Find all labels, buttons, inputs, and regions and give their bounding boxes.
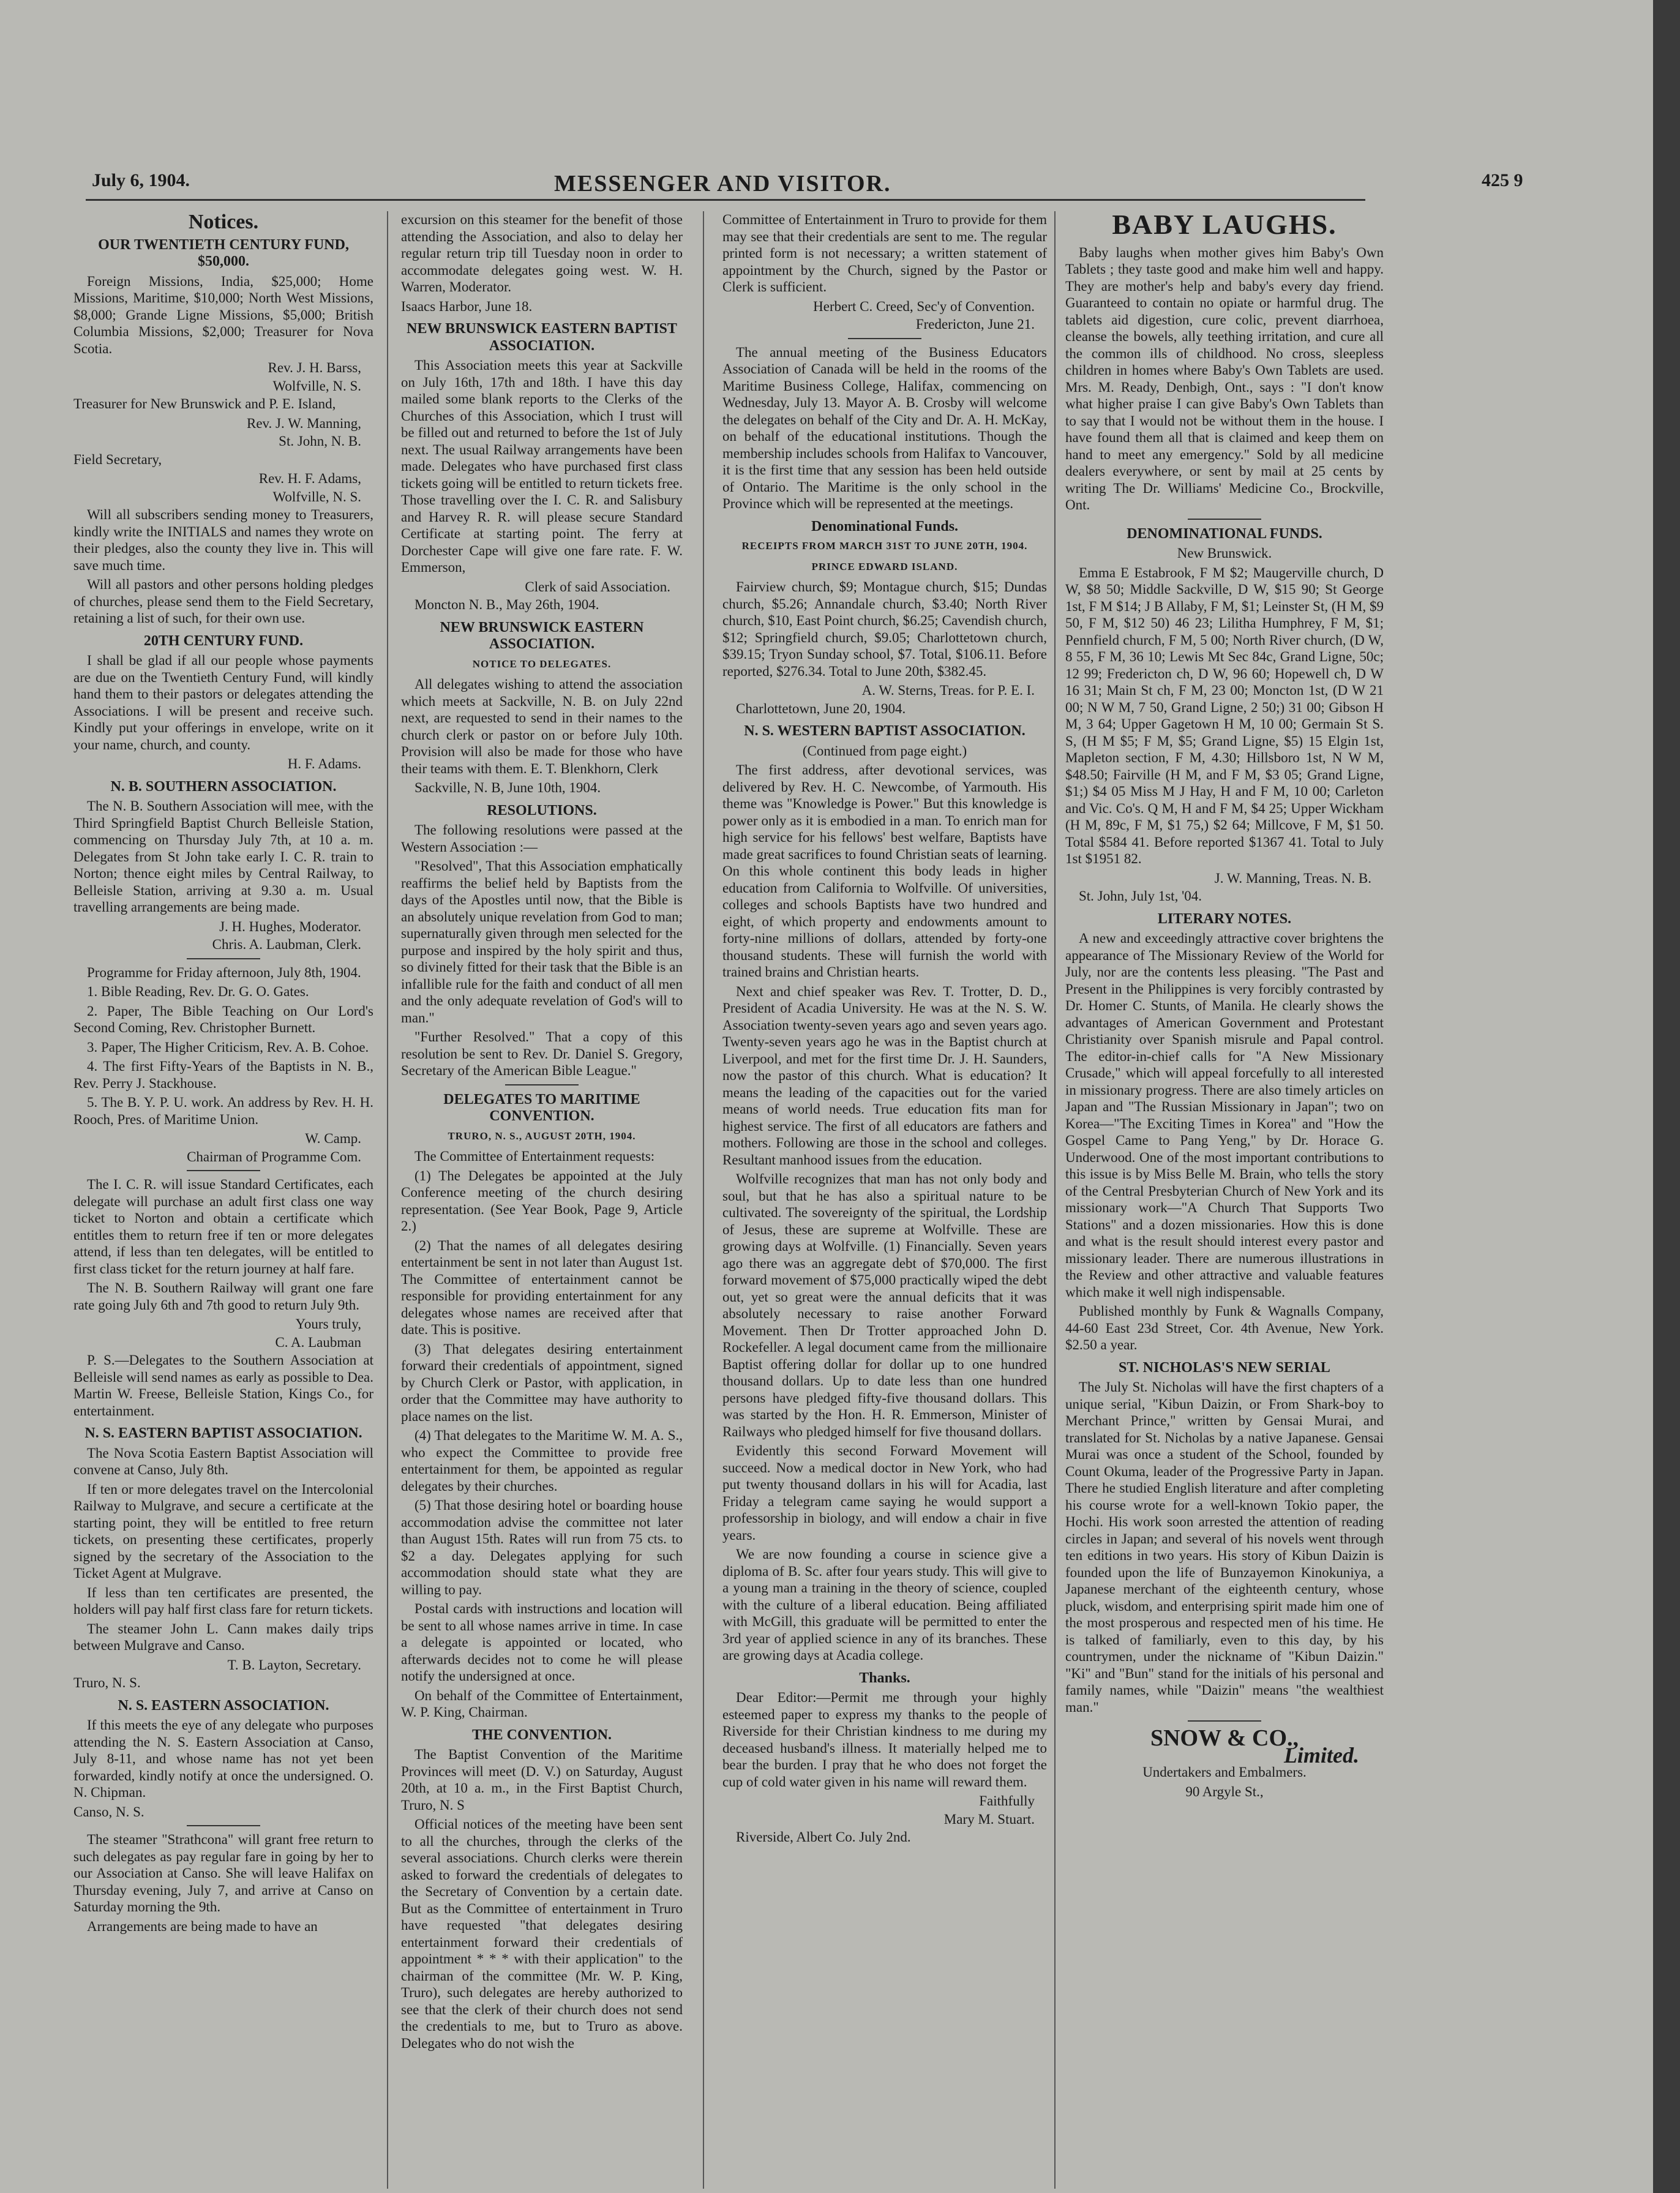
programme-item: 1. Bible Reading, Rev. Dr. G. O. Gates. bbox=[87, 984, 309, 999]
signature: Chris. A. Laubman, Clerk. bbox=[212, 937, 361, 952]
divider bbox=[505, 1084, 579, 1085]
treasurer-label: Treasurer for New Brunswick and P. E. Island, bbox=[73, 396, 336, 411]
column-divider bbox=[1054, 211, 1056, 2189]
paragraph: Arrangements are being made to have an bbox=[87, 1918, 318, 1934]
paragraph: Published monthly by Funk & Wagnalls Company, 44-60 East 23d Street, Cor. 4th Avenue, New York. $2.50 a year. bbox=[1065, 1303, 1384, 1352]
section-heading: LITERARY NOTES. bbox=[1157, 910, 1292, 927]
paragraph: Fairview church, $9; Montague church, $15; Dundas church, $5.26; Annandale church, $3.40; North River church, $10, East Point church, $6.25; Cavendish church, $12; Springfield church, $9.05; Charlottetown church, $39.15; Tryon Sunday school, $7. Total, $106.11. Before reported, $276.34. Total to June 20th, $382.45. bbox=[722, 579, 1047, 679]
column-divider bbox=[387, 211, 388, 2189]
divider bbox=[848, 338, 921, 339]
paragraph: P. S.—Delegates to the Southern Association at Belleisle will send names as early as possible to Dea. Martin W. Freese, Belleisle Station, Kings Co., for entertainment. bbox=[73, 1352, 373, 1419]
place-line: Truro, N. S. bbox=[73, 1675, 141, 1690]
signature: J. H. Hughes, Moderator. bbox=[219, 918, 361, 934]
paragraph: We are now founding a course in science give a diploma of B. Sc. after four years study. This will give to a young man a training in the theory of science, coupled with the culture of a liberal education. Being affiliated with McGill, this graduate will be permitted to enter the 3rd year of applied science in any of its branches. These are growing days at Acadia college. bbox=[722, 1546, 1047, 1663]
masthead: MESSENGER AND VISITOR. bbox=[554, 171, 891, 197]
signature: J. W. Manning, Treas. N. B. bbox=[1214, 870, 1371, 886]
signature: Mary M. Stuart. bbox=[943, 1811, 1035, 1827]
paragraph: The N. B. Southern Association will mee, with the Third Springfield Baptist Church Belleisle Station, commencing on Thursday July 7th, at 10 a. m. Delegates from St John take early I. C. R. train to Norton; thence eight miles by Central Railway, to Belleisle Station, arriving at 9.30 a. m. Usual travelling arrangements are being made. bbox=[73, 798, 373, 915]
place-line: Riverside, Albert Co. July 2nd. bbox=[736, 1829, 911, 1845]
paragraph: (2) That the names of all delegates desiring entertainment be sent in not later than August 1st. The Committee of entertainment cannot be responsible for providing entertainment for any delegates whose names are received after that date. This is positive. bbox=[401, 1237, 683, 1337]
sub-heading: PRINCE EDWARD ISLAND. bbox=[811, 560, 958, 572]
column-1 bbox=[73, 211, 373, 2189]
section-heading: NEW BRUNSWICK EASTERN ASSOCIATION. bbox=[440, 619, 644, 652]
advert-line: 90 Argyle St., bbox=[1185, 1783, 1264, 1799]
paragraph: (5) That those desiring hotel or boarding house accommodation advise the committee not later than August 15th. Rates will run from 75 cts. to $2 a day. Delegates applying for such accommodation should state what they are willing to pay. bbox=[401, 1498, 683, 1597]
paragraph: Committee of Entertainment in Truro to provide for them may see that their credentials are sent to me. The regular printed form is not necessary; a written statement of appointment by the Church, signed by the Pastor or Clerk is sufficient. bbox=[722, 212, 1047, 294]
place-line: Charlottetown, June 20, 1904. bbox=[736, 700, 906, 716]
paragraph: This Association meets this year at Sackville on July 16th, 17th and 18th. I have this day mailed some blank reports to the Clerks of the Churches of this Association, which I trust will be filled out and returned to before the 1st of July next. The usual Railway arrangements have been made. Delegates who have purchased first class tickets going will be entitled to return tickets free. Those travelling over the I. C. R. and Salisbury and Harvey R. R. will please secure Standard Certificate at starting point. The ferry at Dorchester Cape will give one fare rate. F. W. Emmerson, bbox=[401, 358, 683, 575]
section-heading: N. B. SOUTHERN ASSOCIATION. bbox=[110, 778, 337, 795]
paragraph: The Committee of Entertainment requests: bbox=[414, 1149, 655, 1164]
paragraph: If this meets the eye of any delegate who purposes attending the N. S. Eastern Association at Canso, July 8-11, and whose name has not yet been forwarded, kindly notify at once the undersigned. O. N. Chipman. bbox=[73, 1717, 373, 1800]
signature: Fredericton, June 21. bbox=[915, 317, 1035, 332]
paragraph: The annual meeting of the Business Educators Association of Canada will be held in the rooms of the Maritime Business College, Halifax, commencing on Wednesday, July 13. Mayor A. B. Crosby will welcome the delegates on behalf of the City and Dr. A. H. McKay, on behalf of the educational institutions. Though the membership includes schools from Halifax to Vancouver, it is the first time that any session has been held outside of Ontario. The Maritime is the only school in the Province which will be represented at the meetings. bbox=[722, 344, 1047, 511]
paragraph: "Resolved", That this Association emphatically reaffirms the belief held by Baptists from the days of the Apostles until now, that the Bible is an absolutely unique revelation from God to man; supernaturally given through men selected for the purpose and inspired by the holy spirit and thus, so divinely fitted for their task that the Bible is an infallible rule for the faith and conduct of all men and the only adequate revelation of God's will to man." bbox=[401, 858, 683, 1025]
section-heading: ST. NICHOLAS'S NEW SERIAL bbox=[1119, 1359, 1330, 1376]
programme-item: 5. The B. Y. P. U. work. An address by Rev. H. H. Rooch, Pres. of Maritime Union. bbox=[73, 1095, 373, 1127]
paragraph: Dear Editor:—Permit me through your highly esteemed paper to express my thanks to the people of Riverside for their Christian kindness to me during my deceased husband's illness. It materially helped me to bear the burden. I pray that he who does not forget the cup of cold water given in his name will reward them. bbox=[722, 1690, 1047, 1790]
section-heading: Thanks. bbox=[859, 1670, 910, 1686]
advert-heading: BABY LAUGHS. bbox=[1112, 211, 1337, 240]
signature: Wolfville, N. S. bbox=[272, 378, 361, 394]
scan-edge bbox=[1653, 0, 1680, 2193]
signature: Wolfville, N. S. bbox=[272, 489, 361, 504]
paragraph: If ten or more delegates travel on the Intercolonial Railway to Mulgrave, and secure a certificate at the starting point, they will be entitled to free return tickets, on presenting these certificates, properly signed by the secretary of the Association to the Ticket Agent at Mulgrave. bbox=[73, 1481, 373, 1581]
section-heading: Denominational Funds. bbox=[811, 518, 959, 534]
column-3 bbox=[722, 211, 1047, 2189]
signature: C. A. Laubman bbox=[275, 1334, 361, 1350]
paragraph: Emma E Estabrook, F M $2; Maugerville church, D W, $8 50; Middle Sackville, D W, $15 90; St George 1st, F M $14; J B Allaby, F M, $1; Leinster St, (H M, $9 50, F M, $12 50) 46 23; Lilitha Humphrey, F M, $1; Pennfield church, F M, 5 00; North River church, (D W, 8 55, F M, 36 10; Lewis Mt Sec 84c, Grand Ligne, 50c; 12 99; Fredericton ch, D W, 96 60; Hopewell ch, D W 16 31; Main St ch, F M, 23 00; Moncton 1st, (D W 21 00; N W M, 7 50, Grand Ligne, 2 50;) 31 00; Gibson H M, 3 64; Upper Gagetown H M, 10 00; Germain St S. S, (H M $5; F M, $5; Grand Ligne, $5) 15 Elgin 1st, Mapleton section, F M, 4.30; Hillsboro 1st, N W M, $48.50; Fairville (H M, and F M, $3 05; Grand Ligne, $1;) $4 05 Miss M J Hay, H and F M, 10 00; Carleton and Vic. Co's. Q M, H and F M, $4 25; Upper Wickham (H M, 89c, F M, $1 75,) $2 64; Millcove, F M, $1 50. Total $584 41. Before reported $1367 41. Total to July 1st $1951 82. bbox=[1065, 564, 1384, 866]
fund-heading: OUR TWENTIETH CENTURY FUND, $50,000. bbox=[98, 236, 349, 269]
paragraph: The Nova Scotia Eastern Baptist Association will convene at Canso, July 8th. bbox=[73, 1445, 373, 1477]
section-heading: N. S. EASTERN ASSOCIATION. bbox=[118, 1697, 329, 1714]
advert-name: SNOW & CO., bbox=[1150, 1725, 1299, 1751]
signature: Rev. J. W. Manning, bbox=[247, 415, 361, 431]
section-heading: RESOLUTIONS. bbox=[487, 802, 597, 819]
divider bbox=[1188, 519, 1261, 520]
notices-title: Notices. bbox=[188, 211, 259, 233]
paragraph: A new and exceedingly attractive cover brightens the appearance of The Missionary Review of the World for July, nor are the contents less pleasing. "The Past and Present in the Philippines is very forcibly contrasted by Dr. Homer C. Stunts, of Manila. He clearly shows the advantages of American Government and Protestant Christianity over Spanish misrule and Papal control. The editor-in-chief calls for "A New Missionary Crusade," which will appeal forcefully to all interested in missionary progress. There are also timely articles on Japan and "The Russian Missionary in Japan"; two on Korea—"The Exciting Times in Korea" and "How the Gospel Came to Pang Yeng," by Dr. Horace G. Underwood. One of the most important contributions to this issue is by Miss Belle M. Brain, who tells the story of the Central Presbyterian Church of New York and its missionary work—"A Church That Supports Two Stations" and a dozen missionaries. How this is done and what is the result should interest every pastor and missionary leader. There are numerous illustrations in the Review and other attractive and valuable features which make it well nigh indispensable. bbox=[1065, 931, 1384, 1300]
paragraph: The July St. Nicholas will have the first chapters of a unique serial, "Kibun Daizin, or From Shark-boy to Merchant Prince," written by Gensai Murai, and translated for St. Nicholas by a native Japanese. Gensai Murai was once a student of the School, founded by Count Okuma, leader of the Progressive Party in Japan. There he studied English literature and after completing his course wrote for a well-known Tokio paper, the Hochi. His work soon arrested the attention of reading circles in Japan; and several of his novels went through ten editions in two years. His story of Kibun Daizin is founded upon the life of Bunzayemon Kinokuniya, a Japanese merchant of the eighteenth century, whose pluck, wisdom, and enterprising spirit made him one of the most prosperous and respected men of his time. He is talked of familiarly, even to this day, by his countrymen, under the nickname of "Kibun Daizin." "Ki" and "Bun" stand for the initials of his personal and family names, while "Daizin" means "the wealthiest man." bbox=[1065, 1379, 1384, 1715]
section-heading: 20TH CENTURY FUND. bbox=[143, 632, 304, 649]
paragraph: (3) That delegates desiring entertainment forward their credentials of appointment, signed by Church Clerk or Pastor, with application, in order that the Committee may have authority to place names on the list. bbox=[401, 1341, 683, 1424]
paragraph: All delegates wishing to attend the association which meets at Sackville, N. B. on July 22nd next, are requested to send in their names to the church clerk or pastor on or before July 10th. Provision will also be made for those who have their teams with them. E. T. Blenkhorn, Clerk bbox=[401, 677, 683, 776]
field-secretary-label: Field Secretary, bbox=[73, 451, 162, 467]
paragraph: The N. B. Southern Railway will grant one fare rate going July 6th and 7th good to return July 9th. bbox=[73, 1280, 373, 1313]
section-heading: NEW BRUNSWICK EASTERN BAPTIST ASSOCIATION. bbox=[407, 321, 677, 354]
divider bbox=[1188, 1720, 1261, 1722]
paragraph: The first address, after devotional services, was delivered by Rev. H. C. Newcombe, of Yarmouth. His theme was "Knowledge is Power." But this knowledge is power only as it is embodied in a man. To enrich man for high service for his fellows' best welfare, Baptists have made great sacrifices to found Christian seats of learning. On this whole continent this body leads in higher education from California to Wolfville. Of universities, colleges and schools Baptists have two hundred and eight, of which property and endowments amount to forty-nine millions of dollars, attended by forty-one thousand students. These will furnish the world with trained brains and Christian hearts. bbox=[722, 762, 1047, 980]
paragraph: Programme for Friday afternoon, July 8th, 1904. bbox=[87, 964, 361, 980]
signature: T. B. Layton, Secretary. bbox=[227, 1657, 361, 1673]
paragraph: Official notices of the meeting have been sent to all the churches, through the clerks of the several associations. Church clerks were therein asked to forward the credentials of delegates to the Secretary of Convention by a certain date. But as the Committee of entertainment in Truro have requested "that delegates desiring entertainment forward their credentials of appointment * * * with their application" to the chairman of the committee (Mr. W. P. King, Truro), such delegates are hereby authorized to see that the clerk of their church does not send the credentials to me, but to Truro as above. Delegates who do not wish the bbox=[401, 1816, 683, 2051]
paragraph: Will all pastors and other persons holding pledges of churches, please send them to the Field Secretary, retaining a list of such, for their own use. bbox=[73, 577, 373, 626]
sub-heading: New Brunswick. bbox=[1177, 545, 1272, 561]
advert-body: Baby laughs when mother gives him Baby's Own Tablets ; they taste good and make him well and happy. They are mother's help and baby's every day friend. Guaranteed to contain no opiate or harmful drug. The tablets aid digestion, cure colic, prevent diarrhoea, cleanse the bowels, ally teething irritation, and cure all the common ills of childhood. No cross, sleepless children in homes where Baby's Own Tablets are used. Mrs. M. Ready, Denbigh, Ont., says : "I don't know what higher praise I can give Baby's Own Tablets than to say that I would not be without them in the house. I have found them all that is claimed and keep them on hand to meet any emergency." Sold by all medicine dealers everywhere, or sent by mail at 25 cents by writing The Dr. Williams' Medicine Co., Brockville, Ont. bbox=[1065, 244, 1384, 512]
section-heading: DENOMINATIONAL FUNDS. bbox=[1127, 525, 1322, 542]
section-heading: DELEGATES TO MARITIME CONVENTION. bbox=[443, 1091, 640, 1124]
issue-date: July 6, 1904. bbox=[92, 170, 190, 190]
page-number: 425 9 bbox=[1482, 170, 1523, 190]
signature: Clerk of said Association. bbox=[525, 579, 670, 594]
divider bbox=[187, 958, 260, 959]
programme-item: 2. Paper, The Bible Teaching on Our Lord's Second Coming, Rev. Christopher Burnett. bbox=[73, 1003, 373, 1035]
paragraph: Evidently this second Forward Movement will succeed. Now a medical doctor in New York, who had put twenty thousand dollars in his will for Acadia, last Friday a telegram came saying he would support a professorship in biology, and will endow a chair in five years. bbox=[722, 1443, 1047, 1543]
sub-heading: NOTICE TO DELEGATES. bbox=[472, 658, 612, 670]
continued-note: (Continued from page eight.) bbox=[802, 743, 967, 759]
sub-heading: TRURO, N. S., AUGUST 20TH, 1904. bbox=[448, 1130, 636, 1142]
column-2 bbox=[401, 211, 683, 2189]
place-line: St. John, July 1st, '04. bbox=[1079, 888, 1202, 904]
signature: Rev. J. H. Barss, bbox=[268, 360, 361, 375]
place-line: Sackville, N. B, June 10th, 1904. bbox=[414, 780, 601, 795]
place-line: Moncton N. B., May 26th, 1904. bbox=[414, 597, 599, 612]
signature: A. W. Sterns, Treas. for P. E. I. bbox=[861, 683, 1035, 698]
section-heading: N. S. WESTERN BAPTIST ASSOCIATION. bbox=[744, 723, 1026, 739]
paragraph: "Further Resolved." That a copy of this resolution be sent to Rev. Dr. Daniel S. Gregory, Secretary of the American Bible League." bbox=[401, 1029, 683, 1078]
signature: Chairman of Programme Com. bbox=[187, 1149, 361, 1164]
paragraph: excursion on this steamer for the benefit of those attending the Association, and also to delay her regular return trip till Tuesday noon in order to accommodate delegates going west. W. H. Warren, Moderator. bbox=[401, 212, 683, 294]
paragraph: (4) That delegates to the Maritime W. M. A. S., who expect the Committee to provide free entertainment for them, be appointed as regular delegates by their churches. bbox=[401, 1428, 683, 1494]
signature: St. John, N. B. bbox=[279, 433, 361, 449]
signature: H. F. Adams. bbox=[287, 756, 361, 771]
paragraph: If less than ten certificates are presented, the holders will pay half first class fare for return tickets. bbox=[73, 1584, 373, 1617]
signature: Herbert C. Creed, Sec'y of Convention. bbox=[813, 298, 1035, 314]
paragraph: Postal cards with instructions and location will be sent to all whose names arrive in time. In case a delegate is appointed or located, who afterwards decides not to come he will please notify the undersigned at once. bbox=[401, 1601, 683, 1684]
section-heading: N. S. EASTERN BAPTIST ASSOCIATION. bbox=[84, 1425, 362, 1441]
header-rule bbox=[86, 199, 1365, 201]
advert-limited: Limited. bbox=[1284, 1742, 1359, 1768]
programme-item: 4. The first Fifty-Years of the Baptists in N. B., Rev. Perry J. Stackhouse. bbox=[73, 1059, 373, 1091]
paragraph: The following resolutions were passed at the Western Association :— bbox=[401, 822, 683, 855]
sub-heading: RECEIPTS FROM MARCH 31ST TO JUNE 20TH, 1904. bbox=[741, 540, 1028, 552]
paragraph: The steamer John L. Cann makes daily trips between Mulgrave and Canso. bbox=[73, 1621, 373, 1653]
paragraph: The steamer "Strathcona" will grant free return to such delegates as pay regular fare in going by her to our Association at Canso. She will leave Halifax on Thursday evening, July 7, and arrive at Canso on Saturday morning the 9th. bbox=[73, 1832, 373, 1914]
place-line: Canso, N. S. bbox=[73, 1804, 144, 1820]
section-heading: THE CONVENTION. bbox=[471, 1726, 612, 1743]
advert-line: Undertakers and Embalmers. bbox=[1142, 1764, 1307, 1780]
paragraph: Next and chief speaker was Rev. T. Trotter, D. D., President of Acadia University. He was at the N. S. W. Association twenty-seven years ago and seven years ago. Twenty-seven years ago he was in the Baptist church at Liverpool, and met for the first time Dr. J. H. Saunders, now the pastor of this church. What is education? It means the leading of the capacities out for the varied means of world needs. True education fits man for highest service. The first of all educators are fathers and mothers. Following are those in the school and colleges. Resultant manhood issues from the education. bbox=[722, 983, 1047, 1168]
paragraph: (1) The Delegates be appointed at the July Conference meeting of the church desiring representation. (See Year Book, Page 9, Article 2.) bbox=[401, 1168, 683, 1234]
paragraph: Will all subscribers sending money to Treasurers, kindly write the INITIALS and names they wrote on their pledges, also the county they live in. This will save much time. bbox=[73, 507, 373, 573]
paragraph: On behalf of the Committee of Entertainment, W. P. King, Chairman. bbox=[401, 1687, 683, 1720]
signature: W. Camp. bbox=[305, 1131, 361, 1146]
paragraph: I shall be glad if all our people whose payments are due on the Twentieth Century Fund, will kindly hand them to their pastors or delegates attending the Associations. I will be present and receive such. Kindly put your offerings in envelope, write on it your name, church, and county. bbox=[73, 653, 373, 752]
column-4 bbox=[1065, 211, 1384, 2189]
fund-body: Foreign Missions, India, $25,000; Home Missions, Maritime, $10,000; North West Missions, $8,000; Grande Ligne Missions, $5,000; British Columbia Missions, $2,000; Treasurer for Nova Scotia. bbox=[73, 273, 373, 356]
place-line: Isaacs Harbor, June 18. bbox=[401, 298, 533, 314]
signature: Rev. H. F. Adams, bbox=[258, 471, 361, 486]
paragraph: The I. C. R. will issue Standard Certificates, each delegate will purchase an adult first class one way ticket to Norton and obtain a certificate which entitles them to return free if ten or more delegates attend, if less than ten delegates, will be entitled to first class ticket for the return journey at half fare. bbox=[73, 1177, 373, 1276]
programme-item: 3. Paper, The Higher Criticism, Rev. A. B. Cohoe. bbox=[87, 1039, 369, 1055]
paragraph: The Baptist Convention of the Maritime Provinces will meet (D. V.) on Saturday, August 20th, at 10 a. m., in the First Baptist Church, Truro, N. S bbox=[401, 1747, 683, 1813]
paragraph: Wolfville recognizes that man has not only body and soul, but that he has also a spiritual nature to be cultivated. The sovereignty of the spiritual, the Lordship of Jesus, these are supreme at Wolfville. These are growing days at Wolfville. (1) Financially. Seven years ago there was an aggregate debt of $70,000. The first forward movement of $75,000 practically wiped the debt out, yet so great were the annual deficits that it was absolutely necessary to raise another Forward Movement. Then Dr Trotter approached John D. Rockefeller. A legal document came from the millionaire Baptist offering dollar for dollar up to one hundred thousand dollars. Up to date less than one hundred persons have pledged fifty-five thousand dollars. This was started by the Hon. H. R. Emmerson, Minister of Railways who pledged himself for five thousand dollars. bbox=[722, 1171, 1047, 1439]
signature: Yours truly, bbox=[295, 1316, 361, 1332]
divider bbox=[187, 1825, 260, 1826]
divider bbox=[187, 1170, 260, 1171]
column-divider bbox=[703, 211, 704, 2189]
signature: Faithfully bbox=[979, 1793, 1035, 1809]
